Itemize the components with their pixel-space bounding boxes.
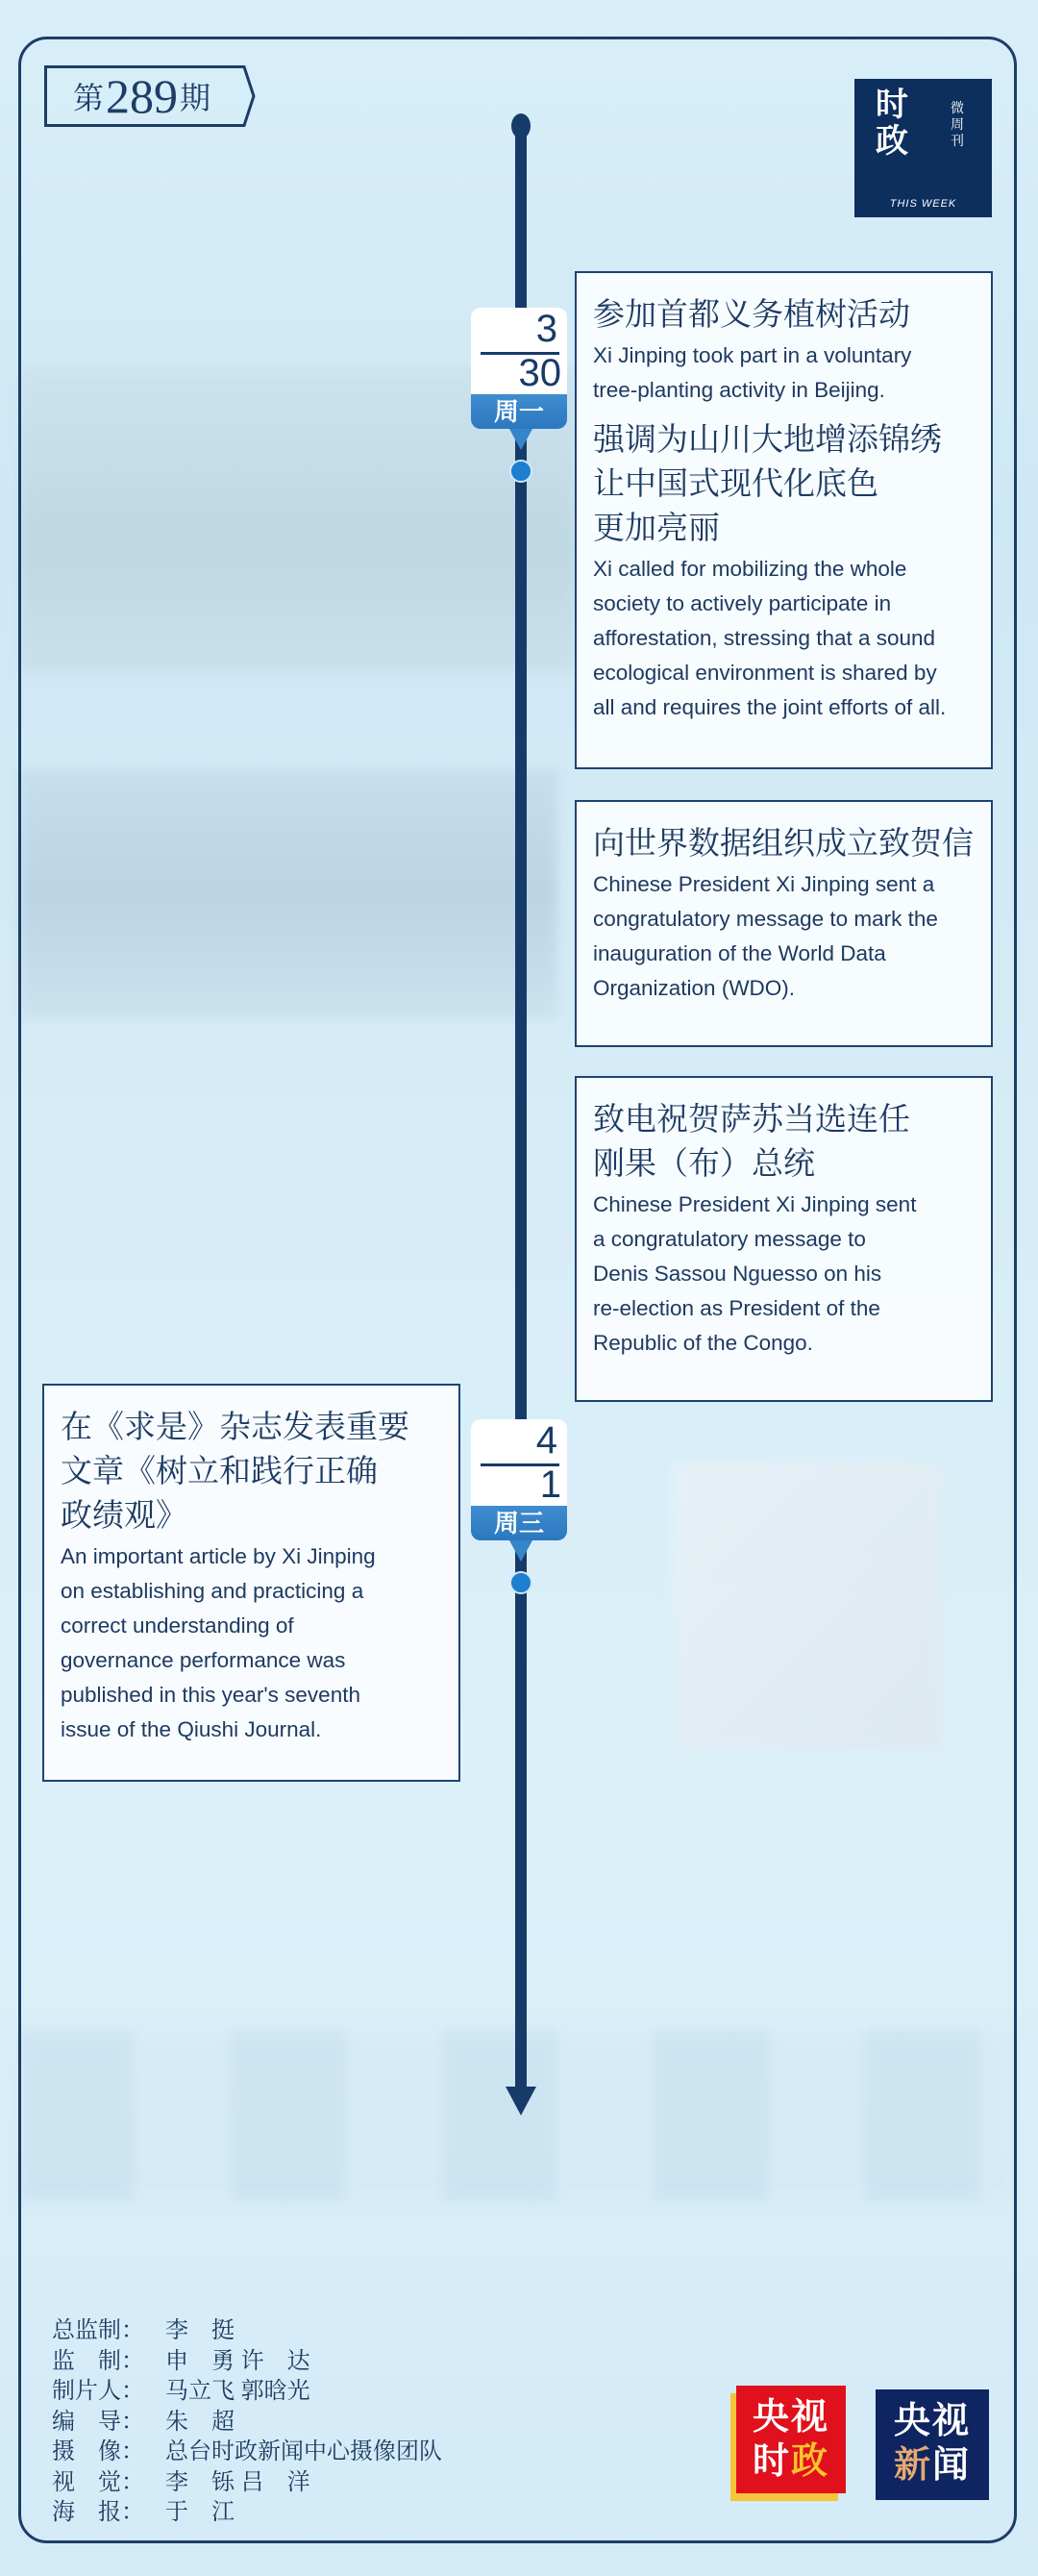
this-week-logo [854,79,992,217]
credit-role: 摄 像： [52,2438,144,2464]
event-english-line: Republic of the Congo. [593,1331,813,1355]
event-english-line: tree-planting activity in Beijing. [593,378,885,402]
event-title-line: 让中国式现代化底色 [593,464,878,502]
event-english-line: governance performance was [61,1648,346,1672]
credit-names: 李 挺 [165,2317,235,2343]
credit-row [52,2497,442,2528]
cctv-news-logo [876,2389,989,2500]
event-english-line: Chinese President Xi Jinping sent a [593,872,935,896]
credit-role: 监 制： [52,2347,144,2374]
issue-number: 289 [106,69,178,123]
logo-char: 政 [791,2441,830,2482]
event-title-line: 政绩观》 [61,1496,187,1534]
credit-role: 制片人： [52,2378,144,2404]
event-card-world-data-organization [575,800,993,1047]
event-english-line: re-election as President of the [593,1296,880,1320]
logo-side-text: 微周刊 [951,100,964,148]
credit-role: 视 觉： [52,2468,144,2495]
event-english-line: published in this year's seventh [61,1683,360,1707]
event-title-line: 刚果（布）总统 [593,1144,815,1182]
issue-badge-arrow-icon [235,65,256,127]
timeline-start-cap [511,113,531,138]
event-english-line: afforestation, stressing that a sound [593,626,936,650]
credit-names: 于 江 [165,2499,235,2525]
event-title-line: 文章《树立和践行正确 [61,1452,378,1489]
timeline-dot [509,460,532,483]
event-title-line: 更加亮丽 [593,509,720,546]
date-badge [471,308,567,429]
event-title-line: 在《求是》杂志发表重要 [61,1408,409,1445]
event-english-line: congratulatory message to mark the [593,907,938,931]
cctv-politics-logo [730,2386,846,2499]
event-title-line: 致电祝贺萨苏当选连任 [593,1100,910,1138]
credit-row [52,2346,442,2377]
event-english-line: inauguration of the World Data [593,941,886,965]
timeline-dot [509,1571,532,1594]
event-english-line: Xi Jinping took part in a voluntary [593,343,912,367]
logo-char-2: 政 [876,122,908,161]
credit-role: 总监制： [52,2317,144,2343]
date-weekday: 周三 [471,1506,567,1540]
date-month: 4 [535,1419,557,1462]
badge-pointer-icon [509,429,532,450]
event-english-line: Denis Sassou Nguesso on his [593,1262,882,1286]
credit-names: 总台时政新闻中心摄像团队 [165,2438,442,2464]
logo-char: 新 [893,2445,932,2486]
event-card-congo-congratulation [575,1076,993,1402]
logo-line: 央视 [893,2401,971,2441]
credit-names: 马立飞 郭晗光 [165,2378,310,2404]
issue-badge [44,65,236,127]
date-month: 3 [535,308,557,350]
date-day: 30 [518,352,561,394]
event-english-line: on establishing and practicing a [61,1579,364,1603]
credits-list [52,2315,442,2528]
date-badge [471,1419,567,1540]
credit-names: 朱 超 [165,2408,235,2435]
credit-role: 海 报： [52,2499,144,2525]
event-english-line: Organization (WDO). [593,976,796,1000]
badge-pointer-icon [509,1540,532,1562]
issue-prefix: 第 [72,80,104,116]
credit-row [52,2467,442,2498]
issue-suffix: 期 [180,80,211,116]
date-day: 1 [539,1463,561,1506]
credit-row [52,2315,442,2346]
timeline-arrow-down-icon [506,2087,536,2115]
credit-row [52,2407,442,2438]
credit-names: 李 铄 吕 洋 [165,2468,310,2495]
event-english-line: Xi called for mobilizing the whole [593,557,907,581]
logo-english: THIS WEEK [889,198,957,210]
logo-line: 央视 [752,2397,829,2438]
event-english-line: all and requires the joint efforts of all. [593,695,947,719]
logo-char: 闻 [932,2445,972,2486]
event-english-line: ecological environment is shared by [593,661,937,685]
event-card-qiushi-article [42,1384,460,1782]
logo-char: 时 [752,2441,791,2482]
event-title-line: 参加首都义务植树活动 [593,295,910,333]
credit-names: 申 勇 许 达 [165,2347,310,2374]
event-english-line: correct understanding of [61,1613,294,1638]
event-english-line: An important article by Xi Jinping [61,1544,376,1568]
credit-row [52,2376,442,2407]
credit-row [52,2437,442,2467]
event-english-line: Chinese President Xi Jinping sent [593,1192,917,1216]
event-title-line: 强调为山川大地增添锦绣 [593,420,942,458]
credit-role: 编 导： [52,2408,144,2435]
event-english-line: issue of the Qiushi Journal. [61,1717,322,1741]
event-card-tree-planting [575,271,993,769]
logo-char-1: 时 [876,86,908,124]
date-weekday: 周一 [471,394,567,429]
event-english-line: society to actively participate in [593,591,892,615]
event-title-line: 向世界数据组织成立致贺信 [593,824,974,862]
event-english-line: a congratulatory message to [593,1227,866,1251]
